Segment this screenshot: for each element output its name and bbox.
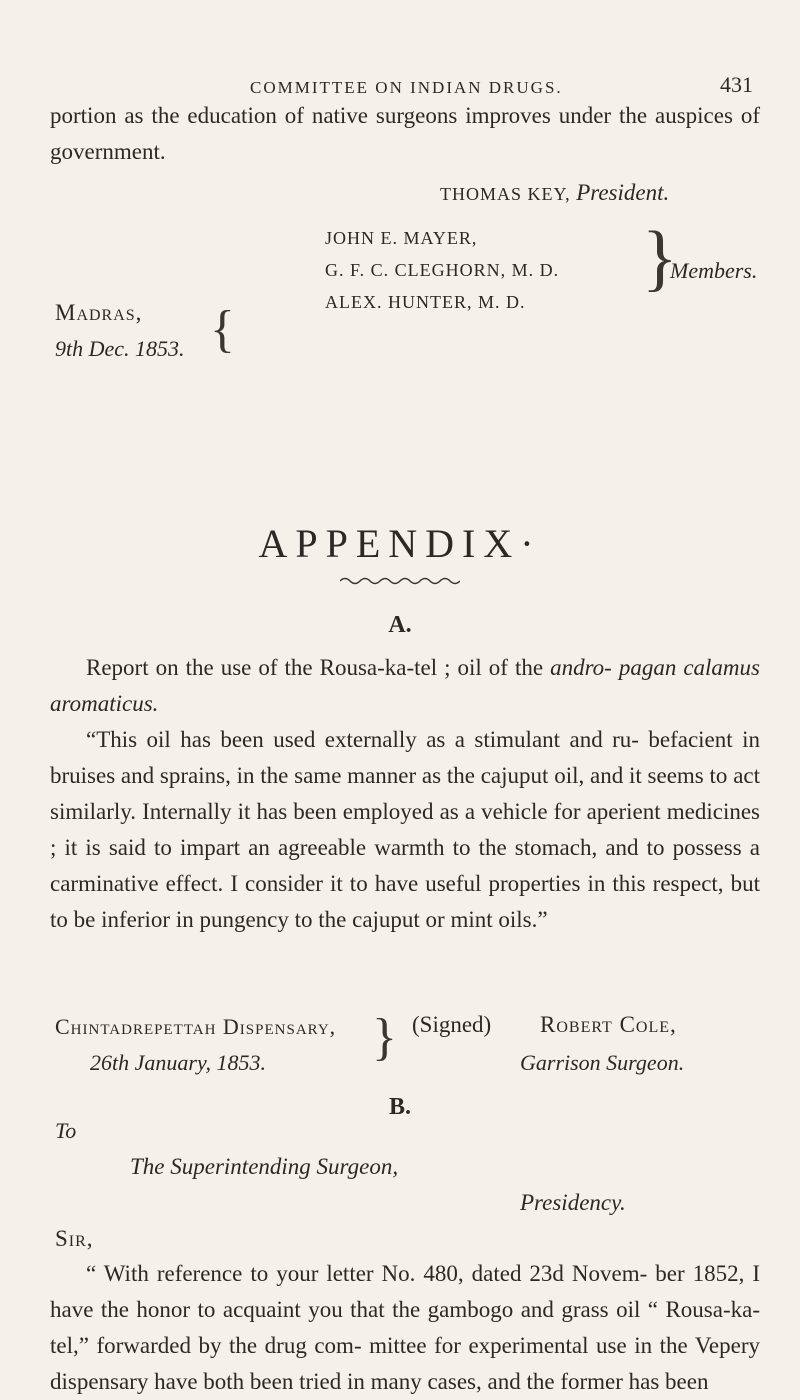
to-label: To	[55, 1118, 77, 1143]
report-title	[50, 650, 760, 722]
president-name-text: THOMAS KEY,	[440, 184, 571, 204]
report-title-plain: Report on the use of the Rousa-ka-tel ; oil of the	[86, 655, 551, 680]
dispensary-brace: }	[372, 1009, 397, 1066]
place-brace: {	[210, 301, 235, 358]
report-title-italic: andro- pagan calamus aromaticus.	[50, 655, 760, 716]
decorative-rule	[340, 576, 460, 586]
member-3: ALEX. HUNTER, M. D.	[325, 292, 526, 312]
members-brace: }	[642, 217, 678, 299]
place: Madras,	[55, 300, 143, 325]
member-1: JOHN E. MAYER,	[325, 228, 478, 248]
salutation: Sir,	[55, 1226, 94, 1251]
running-header: COMMITTEE ON INDIAN DRUGS.	[250, 78, 563, 97]
addressee: The Superintending Surgeon,	[130, 1154, 399, 1179]
dispensary-date: 26th January, 1853.	[90, 1050, 266, 1075]
president-name	[440, 180, 669, 206]
members-role: Members.	[670, 258, 758, 283]
section-b-label: B.	[388, 1094, 411, 1120]
page-number: 431	[720, 72, 753, 97]
letter-body: “ With reference to your letter No. 480, dated 23d Novem- ber 1852, I have the honor to acquaint you that the gambogo and grass oil “ Rousa-ka-tel,” forwarded by the drug com- mittee for experimental use in the Vepery dispensary have both been tried in many cases, and the former has been	[50, 1261, 760, 1394]
section-a-label: A.	[388, 612, 412, 638]
president-role: President.	[576, 180, 670, 205]
opening-paragraph: portion as the education of native surgeons improves under the auspices of government.	[50, 103, 760, 164]
appendix-heading: APPENDIX·	[258, 521, 542, 566]
date: 9th Dec. 1853.	[55, 336, 185, 361]
addressee-location: Presidency.	[520, 1190, 626, 1215]
signed-label: (Signed)	[412, 1012, 492, 1037]
member-2: G. F. C. CLEGHORN, M. D.	[325, 260, 560, 280]
signer-name: Robert Cole,	[540, 1012, 677, 1037]
signer-role: Garrison Surgeon.	[520, 1050, 685, 1075]
dispensary-place: Chintadrepettah Dispensary,	[55, 1014, 337, 1039]
report-quote: “This oil has been used externally as a stimulant and ru- befacient in bruises and sprains, in the same manner as the cajuput oil, and it seems to act similarly. Internally it has been employed as a vehicle for aperient medicines ; it is said to impart an agreeable warmth to the stomach, and to possess a carminative effect. I consider it to have useful properties in this respect, but to be inferior in pungency to the cajuput or mint oils.”	[50, 727, 760, 932]
